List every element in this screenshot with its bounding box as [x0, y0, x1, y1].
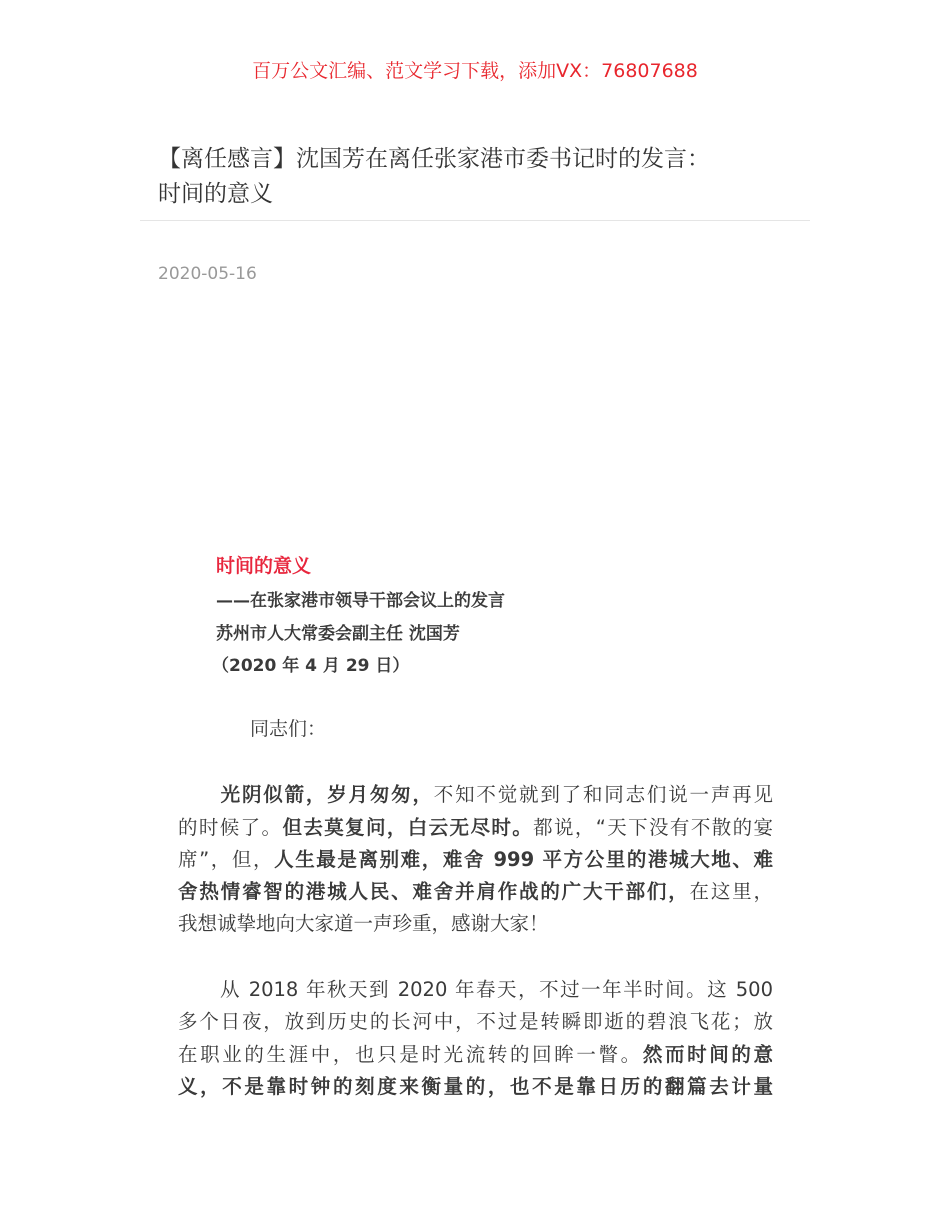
- speaker: 苏州市人大常委会副主任 沈国芳: [216, 624, 460, 644]
- paragraph-1-line: [178, 876, 773, 904]
- paragraph-2-line: [178, 1039, 773, 1067]
- text: 我想诚挚地向大家道一声珍重，感谢大家！: [178, 912, 549, 935]
- paragraph-2-line: [178, 1071, 773, 1099]
- text: 从 2018 年秋天到 2020 年春天，不过一年半时间。这 500: [178, 978, 773, 1001]
- text: 多个日夜，放到历史的长河中，不过是转瞬即逝的碧浪飞花；放: [178, 1010, 773, 1033]
- paragraph-1-line: [178, 812, 773, 840]
- paragraph-1-line: [178, 908, 773, 936]
- speech-date: （2020 年 4 月 29 日）: [212, 656, 410, 676]
- text: 席”，但，: [178, 848, 275, 871]
- text: 在这里，: [689, 880, 773, 903]
- speech-title: 时间的意义: [216, 555, 312, 577]
- text: 在职业的生涯中，也只是时光流转的回眸一瞥。: [178, 1043, 643, 1066]
- text: 的时候了。: [178, 816, 283, 839]
- paragraph-2-line: [178, 974, 773, 1002]
- text: 都说，“天下没有不散的宴: [533, 816, 773, 839]
- promo-banner: 百万公文汇编、范文学习下载，添加VX：76807688: [252, 60, 698, 82]
- bold-text: 然而时间的意: [642, 1043, 773, 1066]
- speech-subtitle: ——在张家港市领导干部会议上的发言: [216, 591, 505, 611]
- divider: [140, 220, 810, 221]
- publish-date: 2020-05-16: [158, 264, 257, 284]
- bold-text: 但去莫复问，白云无尽时。: [282, 816, 534, 839]
- bold-text: 舍热情睿智的港城人民、难舍并肩作战的广大干部们，: [178, 880, 690, 903]
- bold-text: 义，不是靠时钟的刻度来衡量的，也不是靠日历的翻篇去计量: [178, 1075, 773, 1098]
- text: 不知不觉就到了和同志们说一声再见: [433, 783, 773, 806]
- bold-text: 光阴似箭，岁月匆匆，: [178, 783, 434, 806]
- bold-text: 人生最是离别难，难舍 999 平方公里的港城大地、难: [274, 848, 773, 871]
- paragraph-2-line: [178, 1006, 773, 1034]
- article-title-line-2: 时间的意义: [158, 181, 273, 207]
- greeting: 同志们：: [250, 718, 327, 740]
- article-title-line-1: 【离任感言】沈国芳在离任张家港市委书记时的发言：: [158, 146, 710, 172]
- paragraph-1-line: [178, 779, 773, 807]
- paragraph-1-line: [178, 844, 773, 872]
